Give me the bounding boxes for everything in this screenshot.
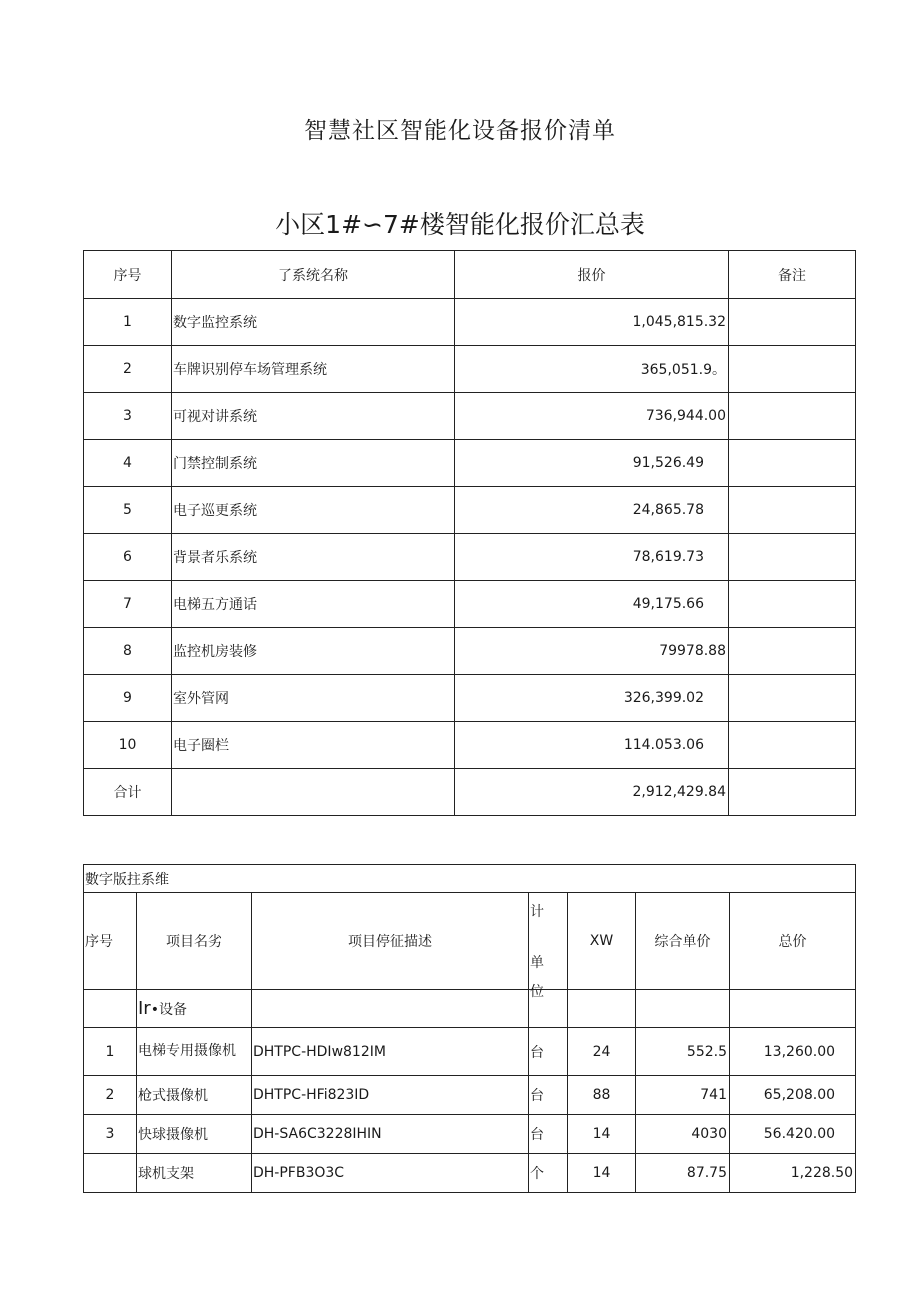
detail-item: 电梯专用摄像机 — [137, 1028, 252, 1076]
row-name: 可视对讲系统 — [172, 393, 455, 440]
row-name: 电梯五方通话 — [172, 581, 455, 628]
category-label: Ir — [138, 998, 151, 1019]
row-note — [729, 581, 856, 628]
row-note — [729, 393, 856, 440]
row-no: 4 — [84, 440, 172, 487]
summary-table — [83, 250, 856, 816]
summary-header-row — [84, 251, 856, 299]
table-row — [84, 487, 856, 534]
total-label: 合计 — [84, 769, 172, 816]
row-price: 114.053.06 — [455, 722, 729, 769]
detail-total: 13,260.00 — [730, 1028, 856, 1076]
category-empty-unit-price — [636, 990, 730, 1028]
detail-header-item: 项目名劣 — [137, 893, 252, 990]
detail-qty: 88 — [568, 1076, 636, 1115]
row-no: 7 — [84, 581, 172, 628]
detail-desc: DH-SA6C3228IHIN — [252, 1115, 529, 1154]
table-row — [84, 534, 856, 581]
detail-unit: 台 — [529, 1028, 568, 1076]
table-row — [84, 1115, 856, 1154]
row-price: 78,619.73 — [455, 534, 729, 581]
row-no: 5 — [84, 487, 172, 534]
category-empty-qty — [568, 990, 636, 1028]
row-no: 10 — [84, 722, 172, 769]
detail-desc: DHTPC-HFi823ID — [252, 1076, 529, 1115]
row-name: 数字监控系统 — [172, 299, 455, 346]
row-name: 车牌识别停车场管理系统 — [172, 346, 455, 393]
detail-section-title: 數字版拄系维 — [84, 865, 856, 893]
detail-total: 1,228.50 — [730, 1154, 856, 1193]
table-row — [84, 299, 856, 346]
row-note — [729, 722, 856, 769]
row-no: 3 — [84, 393, 172, 440]
row-price: 91,526.49 — [455, 440, 729, 487]
total-note — [729, 769, 856, 816]
total-row — [84, 769, 856, 816]
row-name: 背景者乐系统 — [172, 534, 455, 581]
table-row — [84, 393, 856, 440]
detail-unit-price: 87.75 — [636, 1154, 730, 1193]
category-empty-total — [730, 990, 856, 1028]
row-no: 9 — [84, 675, 172, 722]
table-row — [84, 581, 856, 628]
detail-no: 1 — [84, 1028, 137, 1076]
detail-desc: DHTPC-HDIw812IM — [252, 1028, 529, 1076]
row-price: 24,865.78 — [455, 487, 729, 534]
detail-unit-price: 741 — [636, 1076, 730, 1115]
detail-item: 球机支架 — [137, 1154, 252, 1193]
row-name: 电子巡更系统 — [172, 487, 455, 534]
table-row — [84, 1028, 856, 1076]
row-no: 6 — [84, 534, 172, 581]
table-row — [84, 346, 856, 393]
row-price: 79978.88 — [455, 628, 729, 675]
row-note — [729, 346, 856, 393]
detail-unit-price: 4030 — [636, 1115, 730, 1154]
row-no: 2 — [84, 346, 172, 393]
row-price: 326,399.02 — [455, 675, 729, 722]
category-empty-desc — [252, 990, 529, 1028]
header-price: 报价 — [455, 251, 729, 299]
detail-header-row — [84, 893, 856, 990]
row-price: 1,045,815.32 — [455, 299, 729, 346]
detail-header-qty: XW — [568, 893, 636, 990]
unit-char-3: 位 — [530, 984, 544, 1000]
table-row — [84, 675, 856, 722]
row-price: 736,944.00 — [455, 393, 729, 440]
detail-table — [83, 864, 856, 1193]
category-empty-no — [84, 990, 137, 1028]
detail-no: 2 — [84, 1076, 137, 1115]
row-name: 电子圈栏 — [172, 722, 455, 769]
table-row — [84, 722, 856, 769]
detail-header-desc: 项目停征描述 — [252, 893, 529, 990]
detail-qty: 14 — [568, 1154, 636, 1193]
summary-title: 小区1#∽7#楼智能化报价汇总表 — [275, 210, 645, 239]
unit-char-2: 单 — [530, 955, 544, 971]
detail-unit-price: 552.5 — [636, 1028, 730, 1076]
table-row — [84, 628, 856, 675]
detail-item: 枪式摄像机 — [137, 1076, 252, 1115]
row-name: 门禁控制系统 — [172, 440, 455, 487]
table-row — [84, 1076, 856, 1115]
header-note: 备注 — [729, 251, 856, 299]
table-row — [84, 1154, 856, 1193]
detail-desc: DH-PFB3O3C — [252, 1154, 529, 1193]
row-note — [729, 299, 856, 346]
row-note — [729, 534, 856, 581]
detail-header-unit-price: 综合单价 — [636, 893, 730, 990]
header-no: 序号 — [84, 251, 172, 299]
detail-header-total: 总价 — [730, 893, 856, 990]
table-row — [84, 440, 856, 487]
row-no: 1 — [84, 299, 172, 346]
total-name — [172, 769, 455, 816]
detail-no: 3 — [84, 1115, 137, 1154]
header-system-name: 了系统名称 — [172, 251, 455, 299]
detail-item: 快球摄像机 — [137, 1115, 252, 1154]
detail-header-no: 序号 — [84, 893, 137, 990]
detail-section-row — [84, 865, 856, 893]
detail-no — [84, 1154, 137, 1193]
category-cell — [137, 990, 252, 1028]
detail-unit: 个 — [529, 1154, 568, 1193]
detail-unit: 台 — [529, 1115, 568, 1154]
row-price: 365,051.9。 — [455, 346, 729, 393]
row-no: 8 — [84, 628, 172, 675]
detail-total: 56.420.00 — [730, 1115, 856, 1154]
detail-total: 65,208.00 — [730, 1076, 856, 1115]
row-note — [729, 440, 856, 487]
detail-qty: 24 — [568, 1028, 636, 1076]
row-note — [729, 487, 856, 534]
category-suffix: •设备 — [150, 1002, 187, 1018]
row-note — [729, 675, 856, 722]
document-title: 智慧社区智能化设备报价清单 — [304, 118, 616, 144]
detail-header-unit — [529, 893, 568, 1000]
unit-char-1: 计 — [530, 904, 544, 920]
row-name: 室外管网 — [172, 675, 455, 722]
detail-unit: 台 — [529, 1076, 568, 1115]
row-name: 监控机房装修 — [172, 628, 455, 675]
total-price: 2,912,429.84 — [455, 769, 729, 816]
category-row — [84, 990, 856, 1028]
detail-qty: 14 — [568, 1115, 636, 1154]
row-price: 49,175.66 — [455, 581, 729, 628]
row-note — [729, 628, 856, 675]
